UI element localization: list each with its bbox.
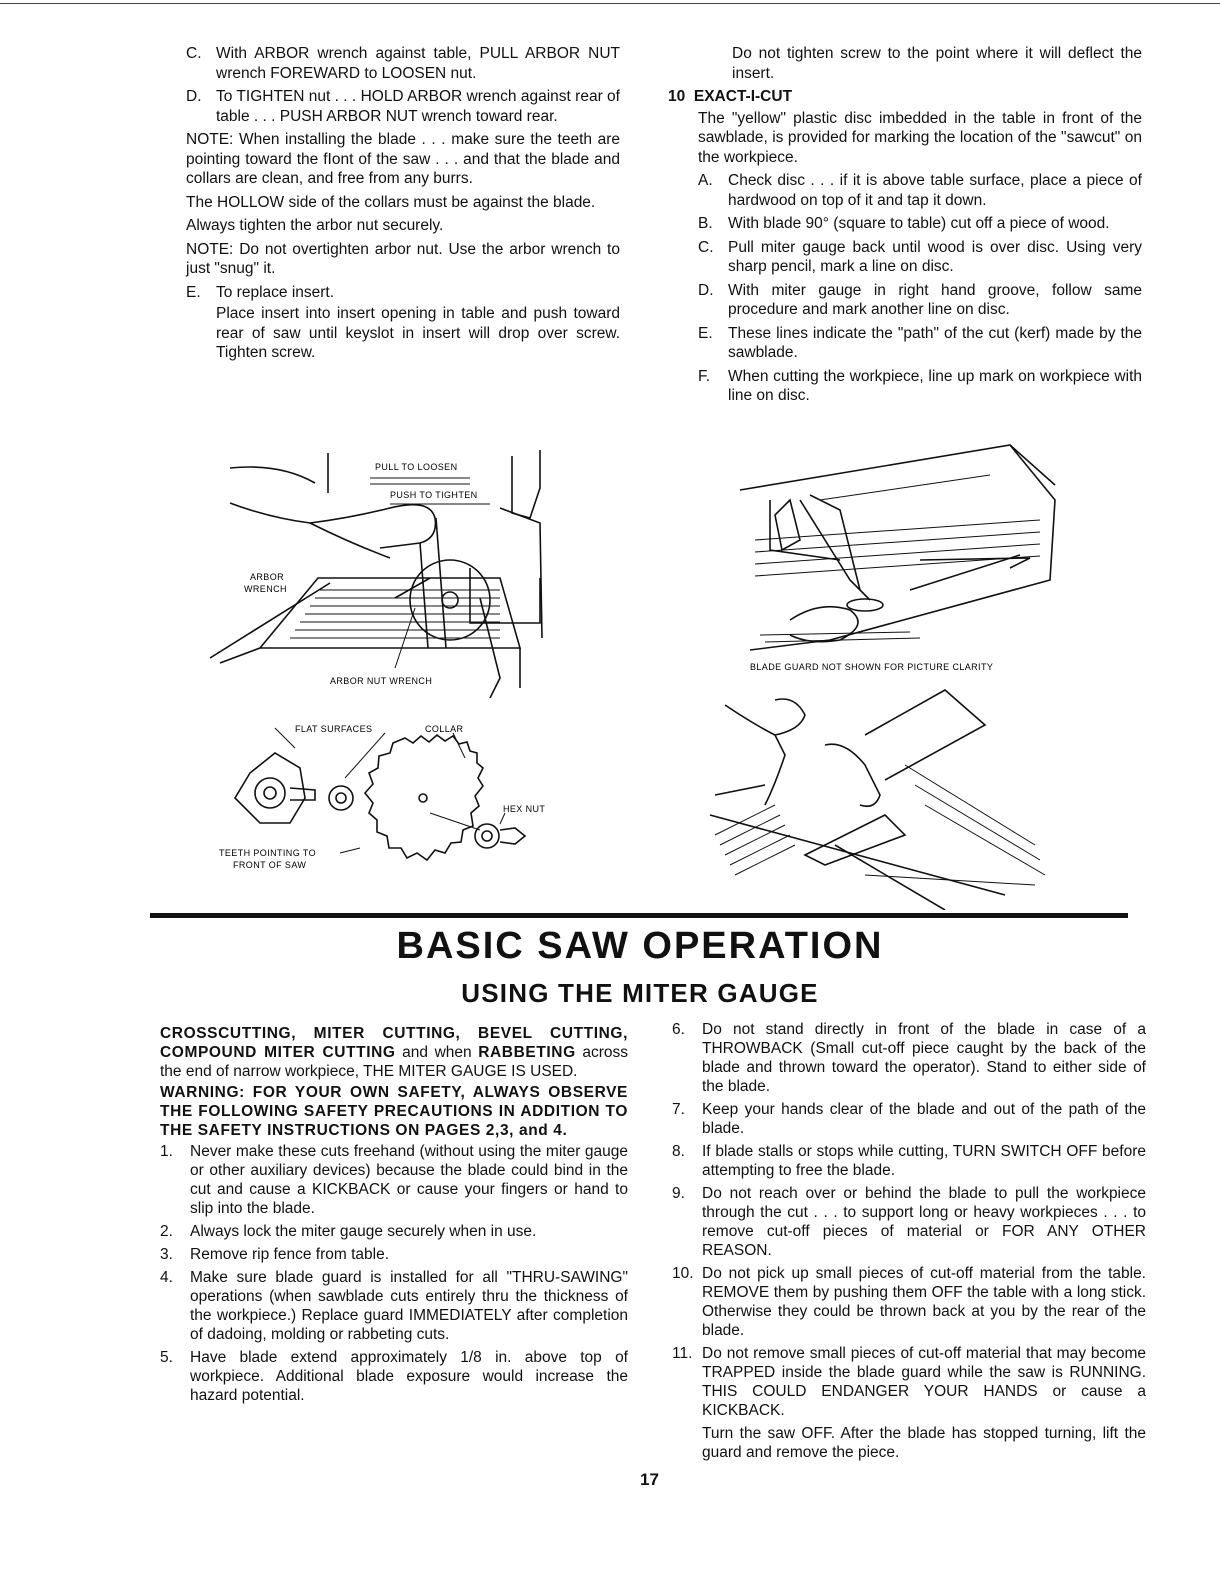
intro-text-2: across the end of narrow workpiece, THE MITER GAUGE IS USED. xyxy=(160,1044,628,1080)
item-text: Check disc . . . if it is above table surface, place a piece of hardwood on top of it and tap it down. xyxy=(728,172,1142,209)
item-label: 10. xyxy=(672,1265,694,1282)
bottom-right-column xyxy=(672,1020,1146,1466)
item-label: 3. xyxy=(160,1246,173,1263)
list-item xyxy=(186,87,620,126)
list-item xyxy=(672,1184,1146,1260)
item-text: With ARBOR wrench against table, PULL ARBOR NUT wrench FOREWARD to LOOSEN nut. xyxy=(216,45,620,82)
hollow-paragraph: The HOLLOW side of the collars must be against the blade. xyxy=(186,193,596,211)
list-item xyxy=(160,1348,628,1405)
exact-cut-disc-figure xyxy=(710,440,1070,678)
closing-paragraph: Turn the saw OFF. After the blade has stopped turning, lift the guard and remove the piece. xyxy=(702,1425,1146,1461)
item-text: If blade stalls or stops while cutting, TURN SWITCH OFF before attempting to free the blade. xyxy=(702,1143,1146,1179)
item-text: Pull miter gauge back until wood is over disc. Using very sharp pencil, mark a line on disc. xyxy=(728,238,1142,275)
item-label: 1. xyxy=(160,1143,173,1160)
list-item xyxy=(672,1264,1146,1340)
item-label: A. xyxy=(698,172,713,189)
list-item xyxy=(698,281,1142,320)
list-item xyxy=(160,1142,628,1218)
list-item xyxy=(160,1268,628,1344)
section-heading xyxy=(668,87,1142,107)
section-title: BASIC SAW OPERATION xyxy=(396,925,884,967)
note-paragraph: NOTE: When installing the blade . . . make sure the teeth are pointing toward the fIont of the saw . . . and that the blade and collars are clean, and free from any burrs. xyxy=(186,131,620,187)
item-text: These lines indicate the "path" of the cut (kerf) made by the sawblade. xyxy=(728,324,1142,361)
blade-guard-caption: BLADE GUARD NOT SHOWN FOR PICTURE CLARITY xyxy=(750,662,994,672)
item-label: 11. xyxy=(672,1345,693,1362)
list-item xyxy=(698,214,1142,234)
item-label: 9. xyxy=(672,1185,685,1202)
list-item xyxy=(672,1142,1146,1180)
miter-hands-illustration xyxy=(705,685,1050,910)
intro-bold-rabbeting: RABBETING xyxy=(478,1044,576,1061)
note-paragraph-2: NOTE: Do not overtighten arbor nut. Use the arbor wrench to just "snug" it. xyxy=(186,240,620,277)
item-text: Do not pick up small pieces of cut-off material from the table. REMOVE them by pushing them OFF the table with a long stick. Otherwise they could be thrown back at you by the rear of the blade. xyxy=(702,1265,1146,1339)
section-number: 10 xyxy=(668,88,686,105)
list-item xyxy=(698,367,1142,406)
tighten-paragraph: Always tighten the arbor nut securely. xyxy=(186,217,444,234)
item-text: Always lock the miter gauge securely when in use. xyxy=(190,1223,537,1240)
safety-warning: WARNING: FOR YOUR OWN SAFETY, ALWAYS OBSERVE THE FOLLOWING SAFETY PRECAUTIONS IN ADDITION TO THE SAFETY INSTRUCTIONS ON PAGES 2,3, and 4. xyxy=(160,1084,628,1139)
item-text: Make sure blade guard is installed for all "THRU-SAWING" operations (when sawblade cuts entirely thru the thickness of the workpiece.) Replace guard IMMEDIATELY after completion of dadoing, molding or rabbeting cuts. xyxy=(190,1269,628,1343)
arbor-wrench-illustration xyxy=(200,448,580,698)
push-to-tighten-label: PUSH TO TIGHTEN xyxy=(390,490,478,500)
miter-gauge-intro xyxy=(160,1024,628,1081)
item-text: Never make these cuts freehand (without using the miter gauge or other auxiliary devices) because the blade could bind in the cut and cause a KICKBACK or cause your fingers or hand to slip into the blade. xyxy=(190,1143,628,1217)
miter-hands-figure xyxy=(705,685,1050,910)
section-intro: The "yellow" plastic disc imbedded in the table in front of the sawblade, is provided for marking the location of the "sawcut" on the workpiece. xyxy=(698,109,1142,166)
arbor-wrench-figure xyxy=(200,448,580,698)
hex-nut-label: HEX NUT xyxy=(503,804,546,814)
item-label: 2. xyxy=(160,1223,173,1240)
item-text: Do not reach over or behind the blade to pull the workpiece through the cut . . . to support long or heavy workpieces . . . to remove cut-off pieces of material or FOR ANY OTHER REASON. xyxy=(702,1185,1146,1259)
continued-text: Do not tighten screw to the point where it will deflect the insert. xyxy=(732,45,1142,82)
list-item xyxy=(186,283,620,303)
item-label: 4. xyxy=(160,1269,173,1286)
item-text: Remove rip fence from table. xyxy=(190,1246,390,1263)
item-text: To TIGHTEN nut . . . HOLD ARBOR wrench against rear of table . . . PUSH ARBOR NUT wrench toward rear. xyxy=(216,88,620,125)
section-title: EXACT-I-CUT xyxy=(693,88,793,105)
list-item xyxy=(672,1020,1146,1096)
arbor-label: ARBOR xyxy=(250,572,285,582)
item-label: 8. xyxy=(672,1143,685,1160)
list-item xyxy=(672,1100,1146,1138)
top-border xyxy=(0,3,1220,4)
intro-bold-cuts: CROSSCUTTING, MITER CUTTING, BEVEL CUTTING, COMPOUND MITER CUTTING xyxy=(160,1025,628,1061)
item-label: C. xyxy=(186,45,202,62)
flat-surfaces-label: FLAT SURFACES xyxy=(295,724,373,734)
list-item xyxy=(698,324,1142,363)
blade-collar-figure xyxy=(215,718,575,883)
left-top-column xyxy=(186,44,620,367)
wrench-label: WRENCH xyxy=(244,584,287,594)
page-number: 17 xyxy=(640,1470,659,1489)
item-label: 7. xyxy=(672,1101,685,1118)
list-item xyxy=(698,171,1142,210)
bottom-left-column xyxy=(160,1024,628,1409)
item-label: 5. xyxy=(160,1349,173,1366)
list-item xyxy=(186,44,620,83)
item-text: Do not stand directly in front of the blade in case of a THROWBACK (Small cut-off piece caught by the back of the blade and thrown toward the operator). Stand to either side of the blade. xyxy=(702,1021,1146,1095)
teeth-pointing-label: TEETH POINTING TO xyxy=(219,848,316,858)
item-text: Do not remove small pieces of cut-off material that may become TRAPPED inside the blade guard while the saw is RUNNING. THIS COULD ENDANGER YOUR HANDS or cause a KICKBACK. xyxy=(702,1345,1146,1419)
exact-cut-list xyxy=(668,171,1142,406)
list-item xyxy=(160,1222,628,1241)
item-text: With miter gauge in right hand groove, follow same procedure and mark another line on disc. xyxy=(728,281,1142,318)
section-subtitle: USING THE MITER GAUGE xyxy=(461,978,819,1008)
item-text: To replace insert. xyxy=(216,283,335,301)
pull-to-loosen-label: PULL TO LOOSEN xyxy=(375,462,458,472)
item-text: Have blade extend approximately 1/8 in. above top of workpiece. Additional blade exposure would increase the hazard potential. xyxy=(190,1349,628,1404)
item-text: When cutting the workpiece, line up mark on workpiece with line on disc. xyxy=(728,367,1142,404)
item-label: C. xyxy=(698,238,714,256)
item-label: B. xyxy=(698,215,713,232)
item-text: With blade 90° (square to table) cut off a piece of wood. xyxy=(728,215,1110,232)
item-label: D. xyxy=(698,281,714,299)
intro-text-1: and when xyxy=(395,1044,479,1061)
item-text: Keep your hands clear of the blade and out of the path of the blade. xyxy=(702,1101,1146,1137)
item-label: E. xyxy=(186,283,201,301)
section-divider xyxy=(150,913,1128,918)
collar-label: COLLAR xyxy=(425,724,464,734)
item-label: D. xyxy=(186,88,202,105)
item-e-detail: Place insert into insert opening in table and push toward rear of saw until keyslot in insert will drop over screw. Tighten screw. xyxy=(216,305,620,361)
front-of-saw-label: FRONT OF SAW xyxy=(233,860,307,870)
arbor-nut-wrench-label: ARBOR NUT WRENCH xyxy=(330,676,433,686)
exact-cut-disc-illustration xyxy=(710,440,1070,678)
list-item xyxy=(698,238,1142,277)
item-label: F. xyxy=(698,367,711,385)
right-top-column xyxy=(668,44,1142,410)
list-item xyxy=(672,1344,1146,1420)
list-item xyxy=(160,1245,628,1264)
blade-collar-illustration xyxy=(215,718,575,883)
item-label: 6. xyxy=(672,1021,685,1038)
item-label: E. xyxy=(698,324,713,342)
